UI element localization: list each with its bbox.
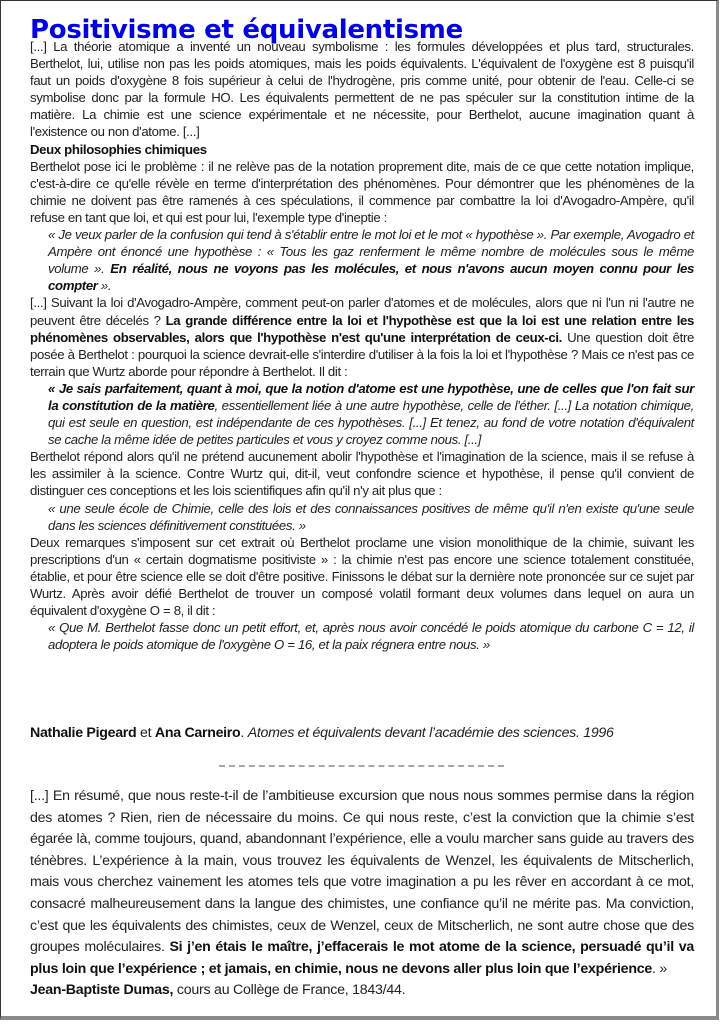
quote-text: , essentiellement liée à une autre hypothèse, celle de l'éther. [...] La notation chimique, qui est seule en question, est indépendante de ces hypothèses. [...] Et tenez, au fond de votre notation d'équivalent se cache la même idée de petites particules et vous y croyez comme nous. [...] bbox=[48, 397, 694, 448]
page-title: Positivisme et équivalentisme bbox=[30, 15, 463, 45]
quote-text: [...] En résumé, que nous reste-t-il de l’ambitieuse excursion que nous nous sommes permise dans la région des atomes ? Rien, rien de nécessaire du moins. Ce qui nous reste, c’est la conviction que la chimie s’est égarée là, comme toujours, quand, abandonnant l’expérience, elle a voulu marcher sans guide au travers des ténèbres. L’expérience à la main, vous trouvez les équivalents de Wenzel, les équivalents de Mitscherlich, mais vous cherchez vainement les atomes tels que votre imagination a pu les rêver en accordant à ce mot, consacré malheureusement dans la langue des chimistes, une confiance qu’il ne mérite pas. Ma conviction, c’est que les équivalents des chimistes, ceux de Wenzel, ceux de Mitscherlich, ne sont autre chose que des groupes moléculaires. bbox=[30, 788, 694, 956]
intro-paragraph: [...] La théorie atomique a inventé un nouveau symbolisme : les formules développées et plus tard, structurales. Berthelot, lui, utilise non pas les poids atomiques, mais les poids équivalents. L'équivalent de l'oxygène est 8 puisqu'il faut un poids d'oxygène 8 fois supérieur à celui de l'hydrogène, pris comme unité, pour obtenir de l'eau. Celle-ci se symbolise donc par la formule HO. Les équivalents permettent de ne pas spéculer sur la constitution intime de la matière. La chimie est une science expérimentale et ne nécessite, pour Berthelot, aucune imagination quant à l'existence ou non d'atome. [...] bbox=[30, 39, 694, 140]
quote-text: . » bbox=[652, 960, 668, 977]
section-berthelot-wurtz bbox=[30, 38, 694, 653]
quote-block: « une seule école de Chimie, celle des lois et des connaissances positives de même qu'il n'en existe qu'une seule dans les sciences définitivement constituées. » bbox=[48, 500, 694, 533]
dumas-citation bbox=[30, 980, 694, 1002]
quote-emphasis: « Je sais parfaitement, quant à moi, que la notion d'atome est une hypothèse, une de celles que l'on fait sur la constitution de la matière bbox=[48, 380, 694, 413]
quote-block bbox=[30, 380, 694, 448]
paragraph: Berthelot répond alors qu'il ne prétend aucunement abolir l'hypothèse et l'imagination de la science, mais il se refuse à les assimiler à la science. Contre Wurtz qui, dit-il, veut confondre science et hypothèse, il pense qu'il convient de distinguer ces conceptions et les lois scientifiques afin qu'il n'y ait plus que : bbox=[30, 449, 694, 499]
quote-text: « Je veux parler de la confusion qui tend à s'établir entre le mot loi et le mot « hypothèse ». Par exemple, Avogadro et Ampère ont énoncé une hypothèse : « Tous les gaz renferment le même nombre de molécules sous le même volume ». bbox=[48, 227, 694, 277]
citation bbox=[30, 725, 694, 741]
paragraph-text: Une question doit être posée à Berthelot : pourquoi la science devrait-elle s'interdire d'utiliser à la fois la loi et l'hypothèse ? Mais ce n'est pas ce terrain que Wurtz aborde pour répondre à Berthelot. Il dit : bbox=[30, 329, 694, 379]
paragraph-emphasis: La grande différence entre la loi et l'hypothèse est que la loi est une relation entre les phénomènes observables, alors que l'hypothèse n'est qu'une interprétation de ceux-ci. bbox=[30, 312, 694, 345]
paragraph bbox=[30, 294, 694, 379]
section-dumas-quote bbox=[30, 786, 694, 1002]
citation-punct: . bbox=[240, 725, 248, 741]
quote-emphasis: Si j’en étais le maître, j’effacerais le mot atome de la science, persuadé qu’il va plus loin que l’expérience ; et jamais, en chimie, nous ne devons aller plus loin que l’expérience bbox=[30, 939, 694, 977]
citation-author: Ana Carneiro bbox=[154, 725, 241, 741]
citation-conj: et bbox=[136, 725, 155, 741]
citation-source: cours au Collège de France, 1843/44. bbox=[173, 982, 406, 999]
quote-text: ». bbox=[97, 278, 112, 294]
dumas-quote bbox=[30, 786, 694, 980]
citation-author: Jean-Baptiste Dumas, bbox=[30, 982, 174, 999]
paragraph: Deux remarques s'imposent sur cet extrait où Berthelot proclame une vision monolithique de la chimie, suivant les prescriptions d'un « certain dogmatisme positiviste » : la chimie n'est pas encore une science totalement constituée, établie, et pour être science elle se doit d'être positive. Finissons le débat sur la dernière note prononcée sur ce sujet par Wurtz. Après avoir défié Berthelot de trouver un composé volatil formant deux volumes dans lequel on aura un équivalent d'oxygène O = 8, il dit : bbox=[30, 534, 694, 619]
paragraph-text: [...] Suivant la loi d'Avogadro-Ampère, comment peut-on parler d'atomes et de molécules, alors que ni l'un ni l'autre ne peuvent être décelés ? bbox=[30, 295, 694, 328]
quote-block: « Que M. Berthelot fasse donc un petit effort, et, après nous avoir concédé le poids atomique du carbone C = 12, il adoptera le poids atomique de l'oxygène O = 16, et la paix régnera entre nous. » bbox=[48, 620, 694, 653]
paragraph: Berthelot pose ici le problème : il ne relève pas de la notation proprement dite, mais de ce que cette notation implique, c'est-à-dire ce qu'elle révèle en terme d'interprétation des phénomènes. Pour démontrer que les phénomènes de la chimie ne doivent pas être ramenés à ces spéculations, il commence par combattre la loi d'Avogadro-Ampère, qu'il refuse en tant que loi, et qui est pour lui, l'exemple type d'ineptie : bbox=[30, 158, 694, 225]
citation-work: Atomes et équivalents devant l’académie des sciences. 1996 bbox=[247, 725, 614, 741]
quote-emphasis: En réalité, nous ne voyons pas les molécules, et nous n'avons aucun moyen connu pour les compter bbox=[48, 261, 695, 294]
dashed-separator bbox=[219, 765, 504, 767]
section-heading: Deux philosophies chimiques bbox=[30, 141, 207, 157]
quote-block bbox=[30, 226, 694, 294]
citation-author: Nathalie Pigeard bbox=[30, 725, 137, 741]
